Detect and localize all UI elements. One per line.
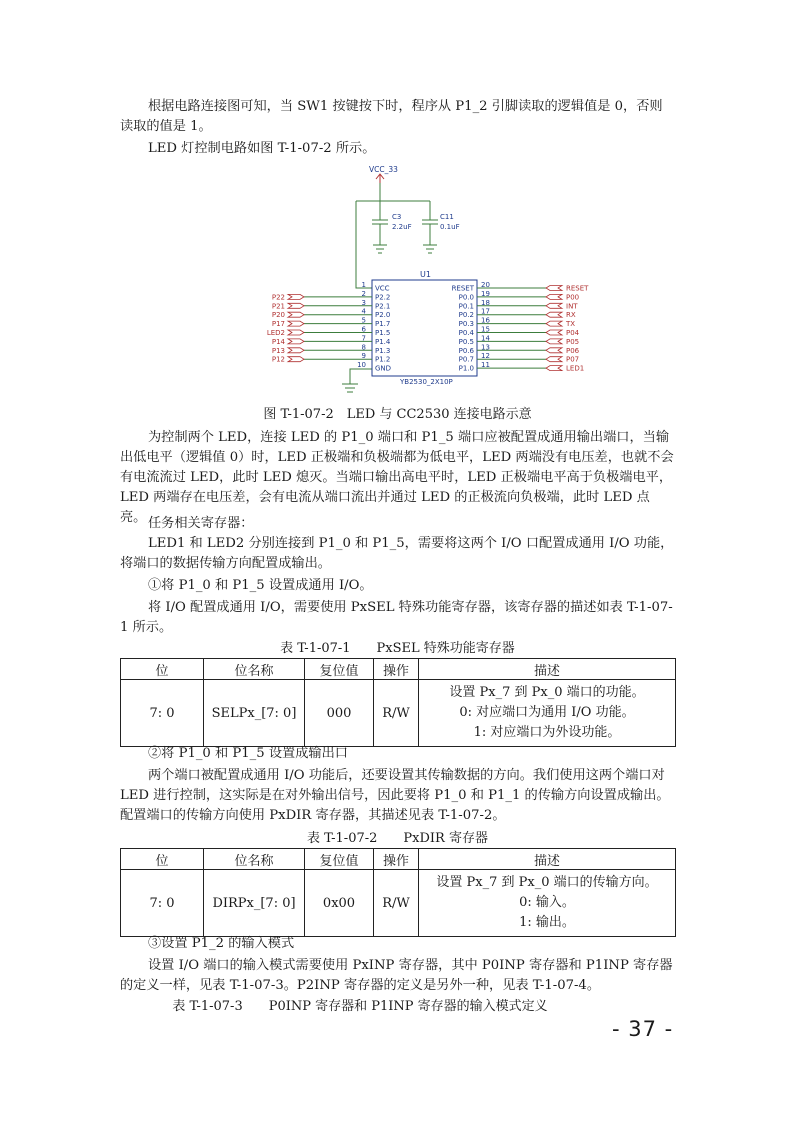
- pin-number: 6: [361, 325, 366, 334]
- net-port-icon: [546, 330, 562, 335]
- pin-label: P0.5: [458, 337, 474, 346]
- header-description: 描述: [419, 659, 676, 680]
- net-label: RX: [566, 311, 576, 320]
- pin-label: VCC: [375, 284, 390, 293]
- step-3-heading: ③设置 P1_2 的输入模式: [148, 936, 295, 951]
- net-port-icon: [546, 339, 562, 344]
- step-1-heading: ①将 P1_0 和 P1_5 设置成通用 I/O。: [148, 578, 373, 593]
- body-paragraph-pxsel: 将 I/O 配置成通用 I/O，需要使用 PxSEL 特殊功能寄存器，该寄存器的描述如表 T-1-07-1 所示。: [120, 600, 673, 635]
- pin-number: 17: [481, 307, 490, 316]
- chip-name: U1: [420, 270, 431, 279]
- pin-label: GND: [375, 364, 392, 373]
- net-port-icon: [288, 330, 304, 335]
- net-port-icon: [288, 348, 304, 353]
- pin-label: P0.1: [458, 302, 474, 311]
- header-bit: 位: [121, 659, 204, 680]
- net-label: P04: [566, 329, 580, 337]
- pin-label: P1.7: [375, 320, 391, 329]
- net-port-icon: [546, 357, 562, 362]
- net-port-icon: [288, 321, 304, 326]
- pin-label: P2.1: [375, 302, 391, 311]
- net-label: P13: [271, 346, 285, 355]
- net-label: TX: [566, 320, 576, 329]
- net-label: RESET: [566, 284, 589, 293]
- pin-number: 14: [481, 334, 490, 343]
- net-port-icon: [546, 366, 562, 371]
- net-label: INT: [566, 302, 578, 311]
- intro-paragraph-1: 根据电路连接图可知，当 SW1 按键按下时，程序从 P1_2 引脚读取的逻辑值是 0，否则读取的值是 1。: [120, 99, 663, 134]
- net-port-icon: [288, 339, 304, 344]
- table-header-row: [121, 659, 676, 680]
- pin-label: P1.4: [375, 337, 391, 346]
- header-reset-value: 复位值: [305, 849, 374, 870]
- pin-number: 7: [361, 334, 366, 343]
- led-circuit-diagram: [0, 160, 793, 400]
- header-bit-name: 位名称: [204, 659, 305, 680]
- pin-label: P0.6: [458, 346, 474, 355]
- pin-number: 18: [481, 298, 490, 307]
- cell-bit-name: SELPx_[7: 0]: [204, 680, 305, 747]
- pin-number: 2: [361, 289, 366, 298]
- pin-label: P1.0: [458, 364, 474, 373]
- pin-number: 13: [481, 343, 490, 352]
- desc-line: 1: 输出。: [519, 915, 575, 930]
- net-port-icon: [546, 348, 562, 353]
- pin-number: 20: [481, 281, 490, 289]
- cell-bit: 7: 0: [121, 680, 204, 747]
- pin-label: P2.2: [375, 293, 391, 302]
- pin-label: P1.3: [375, 346, 391, 355]
- net-label: P07: [566, 355, 580, 364]
- net-label: P05: [566, 337, 580, 346]
- desc-line: 设置 Px_7 到 Px_0 端口的传输方向。: [436, 875, 658, 890]
- net-label: P17: [271, 320, 285, 329]
- pin-label: P0.4: [458, 329, 474, 337]
- net-label: P22: [271, 293, 285, 302]
- net-port-icon: [546, 286, 562, 291]
- body-paragraph-registers-heading: 任务相关寄存器：: [148, 516, 254, 531]
- table-2-caption: 表 T-1-07-2 PxDIR 寄存器: [307, 831, 488, 846]
- step-2-heading: ②将 P1_0 和 P1_5 设置成输出口: [148, 746, 348, 761]
- table-row: [121, 870, 676, 937]
- chip-part: YB2530_2X10P: [400, 378, 453, 386]
- desc-line: 0: 对应端口为通用 I/O 功能。: [459, 705, 635, 720]
- cell-description: [419, 870, 676, 937]
- desc-line: 设置 Px_7 到 Px_0 端口的功能。: [449, 685, 645, 700]
- header-reset-value: 复位值: [305, 659, 374, 680]
- desc-line: 0: 输入。: [519, 895, 575, 910]
- net-label: P06: [566, 346, 580, 355]
- net-port-icon: [288, 357, 304, 362]
- pin-number: 1: [361, 281, 366, 289]
- pin-label: P0.2: [458, 311, 474, 320]
- header-operation: 操作: [374, 659, 419, 680]
- net-port-icon: [288, 312, 304, 317]
- cell-bit: 7: 0: [121, 870, 204, 937]
- pin-label: P0.7: [458, 355, 474, 364]
- cell-operation: R/W: [374, 680, 419, 747]
- table-row: [121, 680, 676, 747]
- pin-number: 9: [361, 352, 366, 361]
- net-port-icon: [546, 321, 562, 326]
- pin-label: P1.2: [375, 355, 391, 364]
- cell-operation: R/W: [374, 870, 419, 937]
- pin-number: 16: [481, 316, 490, 325]
- intro-paragraph-2: LED 灯控制电路如图 T-1-07-2 所示。: [148, 141, 376, 156]
- c3-value: 2.2uF: [392, 223, 412, 231]
- net-label: LED1: [566, 364, 585, 373]
- pxdir-register-table: [120, 848, 676, 937]
- pin-label: RESET: [451, 284, 474, 293]
- vcc-label: VCC_33: [369, 165, 398, 174]
- cell-reset-value: 000: [305, 680, 374, 747]
- c11-name: C11: [440, 213, 454, 221]
- cell-reset-value: 0x00: [305, 870, 374, 937]
- table-3-caption: 表 T-1-07-3 P0INP 寄存器和 P1INP 寄存器的输入模式定义: [172, 999, 548, 1014]
- page-number: - 37 -: [612, 1017, 674, 1041]
- header-bit-name: 位名称: [204, 849, 305, 870]
- net-label: P21: [271, 302, 285, 311]
- pin-number: 5: [361, 316, 366, 325]
- figure-caption: 图 T-1-07-2 LED 与 CC2530 连接电路示意: [263, 407, 532, 422]
- cell-bit-name: DIRPx_[7: 0]: [204, 870, 305, 937]
- body-paragraph-led-control: 为控制两个 LED，连接 LED 的 P1_0 端口和 P1_5 端口应被配置成通用输出端口，当输出低电平（逻辑值 0）时，LED 正极端和负极端都为低电平，LED 两端没有电压差，也就不会有电流流过 LED，此时 LED 熄灭。当端口输出高电平时，LED 正极端电平高于负极端电平，LED 两端存在电压差，会有电流从端口流出并通过 LED 的正极流向负极端，此时 LED 点亮。: [120, 430, 674, 525]
- pin-label: P0.0: [458, 293, 474, 302]
- body-paragraph-pxinp: 设置 I/O 端口的输入模式需要使用 PxINP 寄存器，其中 P0INP 寄存器和 P1INP 寄存器的定义一样，见表 T-1-07-3。P2INP 寄存器的定义是另外一种，见表 T-1-07-4。: [120, 958, 673, 993]
- desc-line: 1: 对应端口为外设功能。: [473, 725, 621, 740]
- net-port-icon: [288, 294, 304, 299]
- pin-label: P1.5: [375, 329, 391, 337]
- net-port-icon: [546, 303, 562, 308]
- pin-number: 8: [361, 343, 366, 352]
- right-pin-group: [452, 281, 590, 373]
- c11-value: 0.1uF: [440, 223, 460, 231]
- pin-number: 19: [481, 289, 490, 298]
- net-port-icon: [546, 312, 562, 317]
- header-operation: 操作: [374, 849, 419, 870]
- header-description: 描述: [419, 849, 676, 870]
- net-label: P14: [271, 337, 285, 346]
- pin-number: 4: [361, 307, 366, 316]
- pxsel-register-table: [120, 658, 676, 747]
- body-paragraph-pxdir: 两个端口被配置成通用 I/O 功能后，还要设置其传输数据的方向。我们使用这两个端口对 LED 进行控制，这实际是在对外输出信号，因此要将 P1_0 和 P1_1 的传输方向设置成输出。配置端口的传输方向使用 PxDIR 寄存器，其描述见表 T-1-07-2。: [120, 768, 670, 823]
- pin-number: 15: [481, 325, 490, 334]
- body-paragraph-led-pins: LED1 和 LED2 分别连接到 P1_0 和 P1_5，需要将这两个 I/O 口配置成通用 I/O 功能，将端口的数据传输方向配置成输出。: [120, 536, 674, 571]
- table-header-row: [121, 849, 676, 870]
- header-bit: 位: [121, 849, 204, 870]
- pin-number: 12: [481, 352, 490, 361]
- net-label: P20: [271, 311, 285, 320]
- pin-number: 10: [357, 361, 366, 370]
- cell-description: [419, 680, 676, 747]
- net-label: P12: [271, 355, 285, 364]
- table-1-caption: 表 T-1-07-1 PxSEL 特殊功能寄存器: [280, 641, 515, 656]
- net-port-icon: [546, 294, 562, 299]
- c3-name: C3: [392, 213, 402, 221]
- pin-label: P2.0: [375, 311, 391, 320]
- net-label: P00: [566, 293, 580, 302]
- pin-number: 11: [481, 361, 490, 370]
- pin-label: P0.3: [458, 320, 474, 329]
- net-port-icon: [288, 303, 304, 308]
- pin-number: 3: [361, 298, 366, 307]
- net-label: LED2: [266, 329, 285, 337]
